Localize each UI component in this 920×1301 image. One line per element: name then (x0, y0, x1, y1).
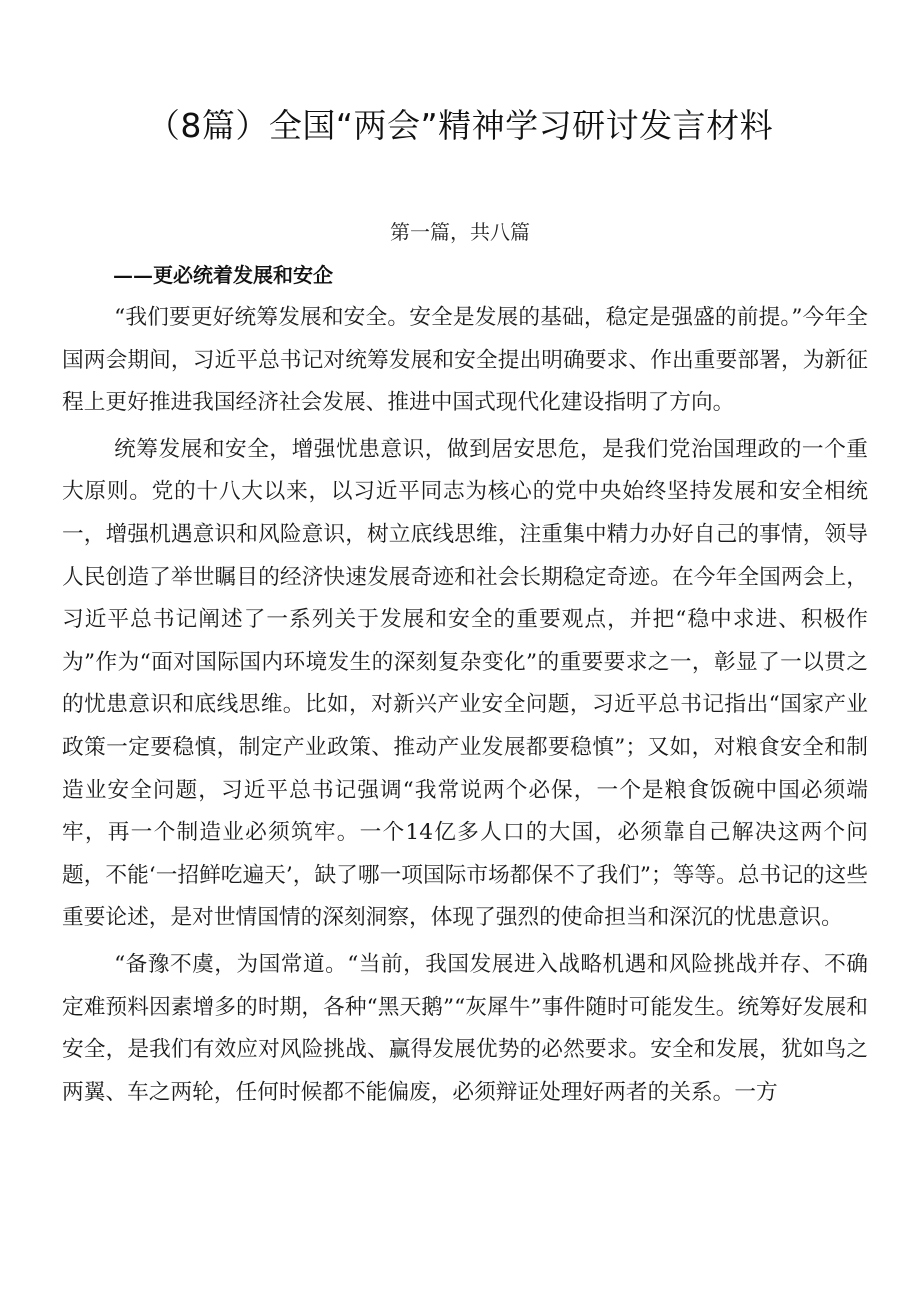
document-subtitle: 第一篇，共八篇 (390, 220, 530, 244)
paragraph: 统筹发展和安全，增强忧患意识，做到居安思危，是我们党治国理政的一个重大原则。党的十八大以来，以习近平同志为核心的党中央始终坚持发展和安全相统一，增强机遇意识和风险意识，树立底线思维，注重集中精力办好自己的事情，领导人民创造了举世瞩目的经济快速发展奇迹和社会长期稳定奇迹。在今年全国两会上，习近平总书记阐述了一系列关于发展和安全的重要观点，并把“稳中求进、积极作为”作为“面对国际国内环境发生的深刻复杂变化”的重要要求之一，彰显了一以贯之的忧患意识和底线思维。比如，对新兴产业安全问题，习近平总书记指出“国家产业政策一定要稳慎，制定产业政策、推动产业发展都要稳慎”；又如，对粮食安全和制造业安全问题，习近平总书记强调“我常说两个必保，一个是粮食饭碗中国必须端牢，再一个制造业必须筑牢。一个14亿多人口的大国，必须靠自己解决这两个问题，不能‘一招鲜吃遍天’，缺了哪一项国际市场都保不了我们”；等等。总书记的这些重要论述，是对世情国情的深刻洞察，体现了强烈的使命担当和深沉的忧患意识。 (62, 436, 868, 931)
document-body (62, 297, 868, 1114)
paragraph: “我们要更好统筹发展和安全。安全是发展的基础，稳定是强盛的前提。”今年全国两会期间，习近平总书记对统筹发展和安全提出明确要求、作出重要部署，为新征程上更好推进我国经济社会发展、推进中国式现代化建设指明了方向。 (62, 305, 868, 416)
paragraph: “备豫不虞，为国常道。“当前，我国发展进入战略机遇和风险挑战并存、不确定难预料因素增多的时期，各种“黑天鹅”“灰犀牛”事件随时可能发生。统筹好发展和安全，是我们有效应对风险挑战、赢得发展优势的必然要求。安全和发展，犹如鸟之两翼、车之两轮，任何时候都不能偏废，必须辩证处理好两者的关系。一方 (62, 951, 868, 1105)
section-heading: ——更必统着发展和安企 (113, 263, 333, 287)
document-title: （8篇）全国“两会”精神学习研讨发言材料 (146, 106, 774, 145)
